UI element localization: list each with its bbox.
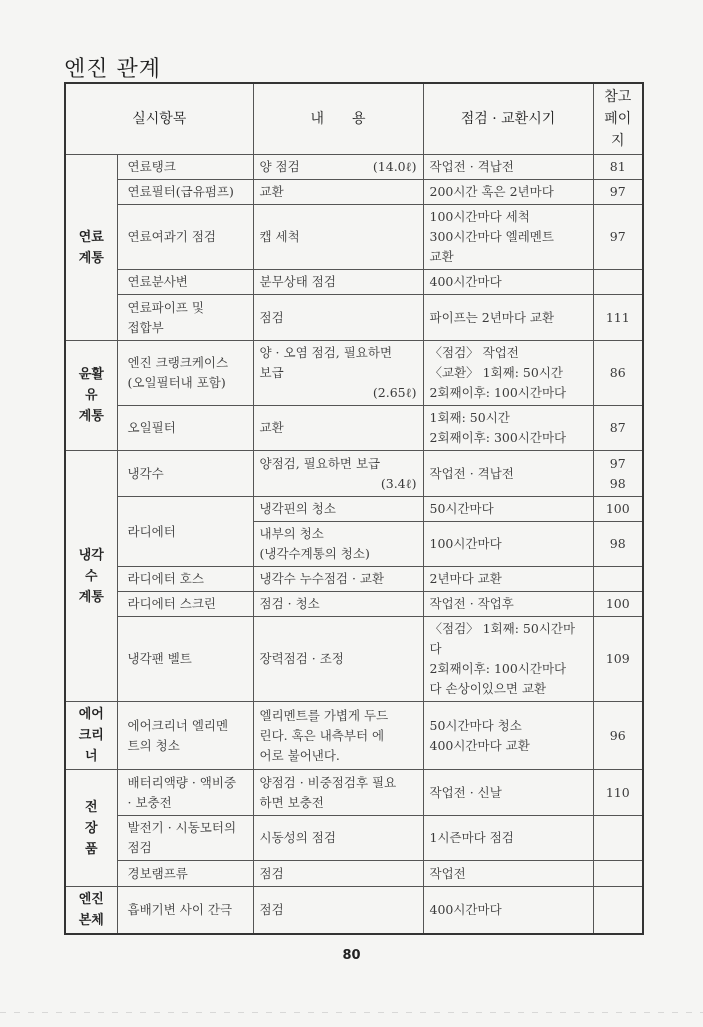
cell-content — [253, 270, 423, 295]
cell-content-text: 점검 · 청소 — [259, 596, 320, 611]
cell-item: 연료분사변 — [117, 270, 253, 295]
cell-timing: 200시간 혹은 2년마다 — [423, 180, 593, 205]
cell-ref-page: 109 — [593, 617, 643, 702]
table-row — [65, 887, 643, 935]
cell-amount: (14.0ℓ) — [372, 159, 417, 174]
cell-content-text: 점검 — [259, 309, 284, 325]
cell-ref-page: 97 — [593, 180, 643, 205]
cell-item: 연료탱크 — [117, 155, 253, 180]
cell-timing: 작업전 — [423, 861, 593, 887]
cell-item: 발전기 · 시동모터의 점검 — [117, 816, 253, 861]
cell-content-text: 교환 — [259, 184, 284, 199]
cell-content-text: 교환 — [259, 420, 284, 435]
group-name: 에어 크리 너 — [65, 702, 117, 770]
cell-item: 연료파이프 및 접합부 — [117, 295, 253, 341]
cell-content-text: 냉각수 누수점검 · 교환 — [259, 571, 385, 586]
cell-timing: 1회째: 50시간 2회째이후: 300시간마다 — [423, 406, 593, 451]
cell-content — [253, 887, 423, 935]
cell-content — [253, 567, 423, 592]
table-row — [65, 617, 643, 702]
table-row — [65, 341, 643, 406]
header-timing: 점검 · 교환시기 — [423, 83, 593, 155]
cell-content-text: 양 · 오염 점검, 필요하면 보급 — [259, 345, 393, 380]
cell-ref-page: 81 — [593, 155, 643, 180]
cell-item: 라디에터 호스 — [117, 567, 253, 592]
cell-item: 냉각수 — [117, 451, 253, 497]
group-name: 냉각 수 계통 — [65, 451, 117, 702]
table-row — [65, 567, 643, 592]
cell-ref-page — [593, 816, 643, 861]
cell-timing: 〈점검〉 1회째: 50시간마다 2회째이후: 100시간마다 다 손상이있으면 교환 — [423, 617, 593, 702]
cell-content-text: 내부의 청소 (냉각수계통의 청소) — [259, 526, 370, 561]
cell-content — [253, 702, 423, 770]
cell-content — [253, 341, 423, 406]
cell-content — [253, 205, 423, 270]
cell-ref-page: 100 — [593, 592, 643, 617]
group-name: 연료 계통 — [65, 155, 117, 341]
cell-ref-page — [593, 270, 643, 295]
cell-item: 엔진 크랭크케이스 (오일필터내 포함) — [117, 341, 253, 406]
cell-content-text: 점검 — [259, 902, 284, 917]
cell-amount: (3.4ℓ) — [380, 475, 417, 491]
cell-item: 에어크리너 엘리멘 트의 청소 — [117, 702, 253, 770]
cell-timing: 1시즌마다 점검 — [423, 816, 593, 861]
cell-timing: 100시간마다 — [423, 522, 593, 567]
cell-content — [253, 295, 423, 341]
cell-ref-page: 97 98 — [593, 451, 643, 497]
group-name: 전 장 품 — [65, 770, 117, 887]
cell-content-text: 캡 세척 — [259, 229, 300, 244]
cell-amount: (2.65ℓ) — [372, 385, 417, 400]
cell-content — [253, 617, 423, 702]
cell-ref-page: 97 — [593, 205, 643, 270]
cell-content-text: 엘리멘트를 가볍게 두드 린다. 혹은 내측부터 에 어로 불어낸다. — [259, 707, 389, 763]
table-row — [65, 702, 643, 770]
cell-item: 연료필터(급유펌프) — [117, 180, 253, 205]
cell-timing: 400시간마다 — [423, 270, 593, 295]
cell-ref-page: 96 — [593, 702, 643, 770]
cell-timing: 400시간마다 — [423, 887, 593, 935]
cell-content — [253, 592, 423, 617]
table-row — [65, 270, 643, 295]
cell-timing: 50시간마다 — [423, 497, 593, 522]
cell-content — [253, 180, 423, 205]
cell-timing: 작업전 · 신날 — [423, 770, 593, 816]
table-row — [65, 861, 643, 887]
cell-ref-page — [593, 861, 643, 887]
header-item: 실시항목 — [65, 83, 253, 155]
cell-content — [253, 816, 423, 861]
page-title: 엔진 관계 — [64, 57, 162, 82]
cell-item: 흡배기변 사이 간극 — [117, 887, 253, 935]
table-row — [65, 295, 643, 341]
cell-ref-page: 110 — [593, 770, 643, 816]
cell-timing: 파이프는 2년마다 교환 — [423, 295, 593, 341]
cell-content — [253, 451, 423, 497]
cell-ref-page: 87 — [593, 406, 643, 451]
cell-item: 오일필터 — [117, 406, 253, 451]
cell-item: 연료여과기 점검 — [117, 205, 253, 270]
cell-ref-page: 111 — [593, 295, 643, 341]
table-row — [65, 155, 643, 180]
cell-content — [253, 770, 423, 816]
cell-item: 냉각팬 벨트 — [117, 617, 253, 702]
page-number: 80 — [342, 948, 361, 963]
table-row — [65, 497, 643, 522]
table-row — [65, 406, 643, 451]
table-body — [65, 155, 643, 935]
cell-timing: 〈점검〉 작업전 〈교환〉 1회째: 50시간 2회째이후: 100시간마다 — [423, 341, 593, 406]
cell-content — [253, 497, 423, 522]
cell-item: 배터리액량 · 액비중 · 보충전 — [117, 770, 253, 816]
cell-content-text: 양점검, 필요하면 보급 — [259, 455, 381, 471]
cell-timing: 작업전 · 격납전 — [423, 155, 593, 180]
maintenance-table — [64, 82, 644, 935]
cell-content-text: 분무상태 점검 — [259, 274, 336, 289]
scan-edge-artifact — [0, 1012, 703, 1013]
cell-content-text: 냉각핀의 청소 — [259, 501, 336, 516]
table-row — [65, 816, 643, 861]
cell-timing: 50시간마다 청소 400시간마다 교환 — [423, 702, 593, 770]
cell-item: 라디에터 스크린 — [117, 592, 253, 617]
cell-ref-page: 86 — [593, 341, 643, 406]
group-name: 엔진 본체 — [65, 887, 117, 935]
cell-content — [253, 522, 423, 567]
cell-content-text: 장력점검 · 조정 — [259, 651, 344, 666]
table-row — [65, 592, 643, 617]
table-row — [65, 205, 643, 270]
cell-timing: 2년마다 교환 — [423, 567, 593, 592]
cell-timing: 100시간마다 세척 300시간마다 엘레멘트 교환 — [423, 205, 593, 270]
table-header-row — [65, 83, 643, 155]
cell-content-text: 양 점검 — [259, 159, 300, 174]
cell-content-text: 시동성의 점검 — [259, 830, 336, 845]
cell-content — [253, 406, 423, 451]
table-row — [65, 180, 643, 205]
cell-item: 경보램프류 — [117, 861, 253, 887]
table-row — [65, 451, 643, 497]
cell-ref-page: 100 — [593, 497, 643, 522]
cell-ref-page — [593, 887, 643, 935]
cell-item: 라디에터 — [117, 497, 253, 567]
header-content: 내 용 — [253, 83, 423, 155]
cell-content-text: 점검 — [259, 865, 284, 881]
cell-ref-page — [593, 567, 643, 592]
cell-timing: 작업전 · 격납전 — [423, 451, 593, 497]
cell-content — [253, 861, 423, 887]
table-row — [65, 770, 643, 816]
cell-timing: 작업전 · 작업후 — [423, 592, 593, 617]
cell-content — [253, 155, 423, 180]
group-name: 윤활 유 계통 — [65, 341, 117, 451]
cell-content-text: 양점검 · 비중점검후 필요 하면 보충전 — [259, 774, 397, 810]
cell-ref-page: 98 — [593, 522, 643, 567]
header-ref: 참고 페이지 — [593, 83, 643, 155]
